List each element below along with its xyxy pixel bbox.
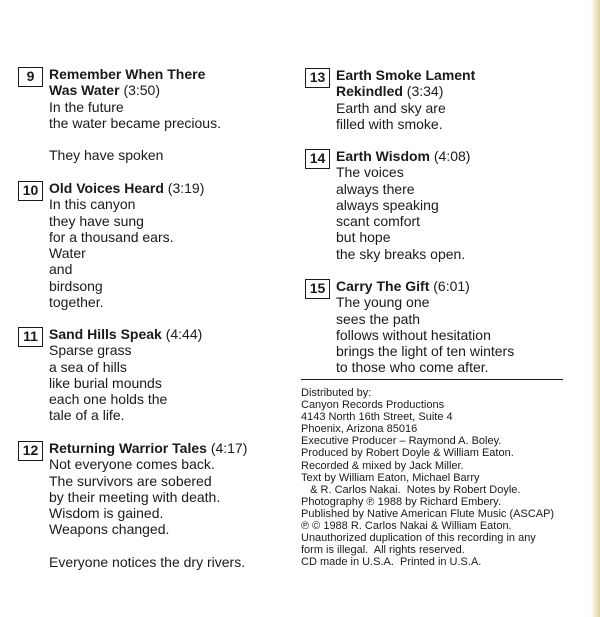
credit-line: & R. Carlos Nakai. Notes by Robert Doyle. [301, 483, 521, 496]
credit-line: ℗ © 1988 R. Carlos Nakai & William Eaton. [301, 520, 512, 533]
credit-line: Photography ℗ 1988 by Richard Embery. [301, 495, 501, 508]
track-body [336, 278, 514, 376]
track-10 [18, 180, 288, 326]
booklet-edge [591, 0, 600, 617]
credit-line: Published by Native American Flute Music (ASCAP) [301, 507, 555, 520]
track-title: Earth Wisdom [336, 148, 430, 164]
track-title: Sand Hills Speak [49, 326, 162, 342]
lyric-line: they have sung [49, 212, 144, 229]
track-number-box: 11 [18, 327, 43, 347]
track-title-line [336, 83, 475, 99]
lyric-line: the sky breaks open. [336, 245, 466, 262]
lyric-line: filled with smoke. [336, 115, 443, 132]
lyric-line: sees the path [336, 310, 421, 327]
track-11 [18, 326, 288, 440]
track-duration: (3:50) [123, 82, 161, 99]
track-body [49, 66, 221, 164]
track-duration: (4:17) [210, 440, 248, 456]
track-body [49, 180, 204, 310]
lyric-line: and [49, 261, 73, 278]
left-column [18, 66, 288, 570]
track-title: Old Voices Heard [49, 180, 164, 196]
track-title: Returning Warrior Tales [49, 440, 207, 456]
credit-line: Text by William Eaton, Michael Barry [301, 471, 480, 484]
credit-line: form is illegal. All rights reserved. [301, 544, 465, 557]
track-15 [305, 278, 575, 376]
lyric-line: Wisdom is gained. [49, 505, 164, 522]
lyric-line: together. [49, 294, 104, 311]
lyric-line: brings the light of ten winters [336, 343, 515, 360]
track-number-box: 12 [18, 441, 43, 461]
track-title: Was Water [49, 82, 120, 99]
track-duration: (4:08) [433, 148, 471, 164]
lyric-line: birdsong [49, 277, 103, 294]
track-title-line [49, 326, 202, 342]
lyric-line: the water became precious. [49, 114, 221, 131]
track-title: Carry The Gift [336, 278, 430, 294]
track-14 [305, 148, 575, 278]
track-title: Rekindled [336, 83, 403, 100]
right-column [305, 67, 575, 376]
track-body [49, 440, 247, 570]
lyric-line: Water [49, 245, 86, 262]
credit-line: Phoenix, Arizona 85016 [301, 423, 418, 436]
lyric-line: like burial mounds [49, 374, 162, 391]
credit-line: Produced by Robert Doyle & William Eaton. [301, 447, 514, 460]
credit-line: CD made in U.S.A. Printed in U.S.A. [301, 556, 482, 569]
lyric-line: Sparse grass [49, 342, 132, 359]
lyric-line: always speaking [336, 196, 439, 213]
lyric-line: In the future [49, 98, 124, 115]
track-title-line [49, 82, 221, 98]
credits-block [301, 379, 563, 568]
lyric-line: They have spoken [49, 147, 164, 164]
lyric-line: each one holds the [49, 391, 168, 408]
lyric-line: tale of a life. [49, 407, 125, 424]
lyric-line: scant comfort [336, 213, 421, 230]
credit-line: Unauthorized duplication of this recording in any [301, 532, 536, 545]
track-title-line [49, 66, 221, 82]
track-number-box: 15 [305, 279, 330, 299]
credit-line: 4143 North 16th Street, Suite 4 [301, 411, 453, 424]
track-body [336, 67, 475, 132]
track-title: Earth Smoke Lament [336, 67, 476, 83]
lyric-line: Weapons changed. [49, 521, 170, 538]
track-title-line [336, 67, 475, 83]
track-number-box: 14 [305, 149, 330, 169]
lyric-line: The voices [336, 164, 404, 181]
track-title-line [49, 180, 204, 196]
credit-line: Executive Producer – Raymond A. Boley. [301, 435, 502, 448]
lyric-line: for a thousand ears. [49, 228, 174, 245]
track-title: Remember When There [49, 66, 206, 82]
track-body [49, 326, 202, 424]
track-number-box: 9 [18, 67, 43, 87]
track-title-line [336, 278, 514, 294]
track-12 [18, 440, 288, 570]
lyric-line: but hope [336, 229, 391, 246]
track-duration: (3:19) [167, 180, 205, 196]
track-title-line [336, 148, 470, 164]
track-duration: (3:34) [406, 83, 444, 100]
track-duration: (6:01) [433, 278, 470, 294]
lyric-line: Not everyone comes back. [49, 456, 215, 473]
credit-line: Canyon Records Productions [301, 399, 445, 412]
stanza-gap [49, 538, 247, 554]
lyric-line: Earth and sky are [336, 99, 446, 116]
lyric-line: The young one [336, 294, 430, 311]
track-9 [18, 66, 288, 180]
lyric-line: Everyone notices the dry rivers. [49, 554, 246, 571]
lyric-line: to those who come after. [336, 359, 489, 376]
lyric-line: follows without hesitation [336, 326, 491, 343]
lyric-line: a sea of hills [49, 358, 127, 375]
track-duration: (4:44) [165, 326, 203, 342]
credit-line: Recorded & mixed by Jack Miller. [301, 459, 464, 472]
track-body [336, 148, 470, 262]
track-number-box: 13 [305, 68, 330, 88]
lyric-line: by their meeting with death. [49, 488, 221, 505]
track-title-line [49, 440, 247, 456]
track-number-box: 10 [18, 181, 43, 201]
lyric-line: In this canyon [49, 196, 136, 213]
stanza-gap [49, 131, 221, 147]
lyric-line: The survivors are sobered [49, 472, 212, 489]
track-13 [305, 67, 575, 148]
credit-line: Distributed by: [301, 387, 372, 399]
lyric-line: always there [336, 180, 415, 197]
